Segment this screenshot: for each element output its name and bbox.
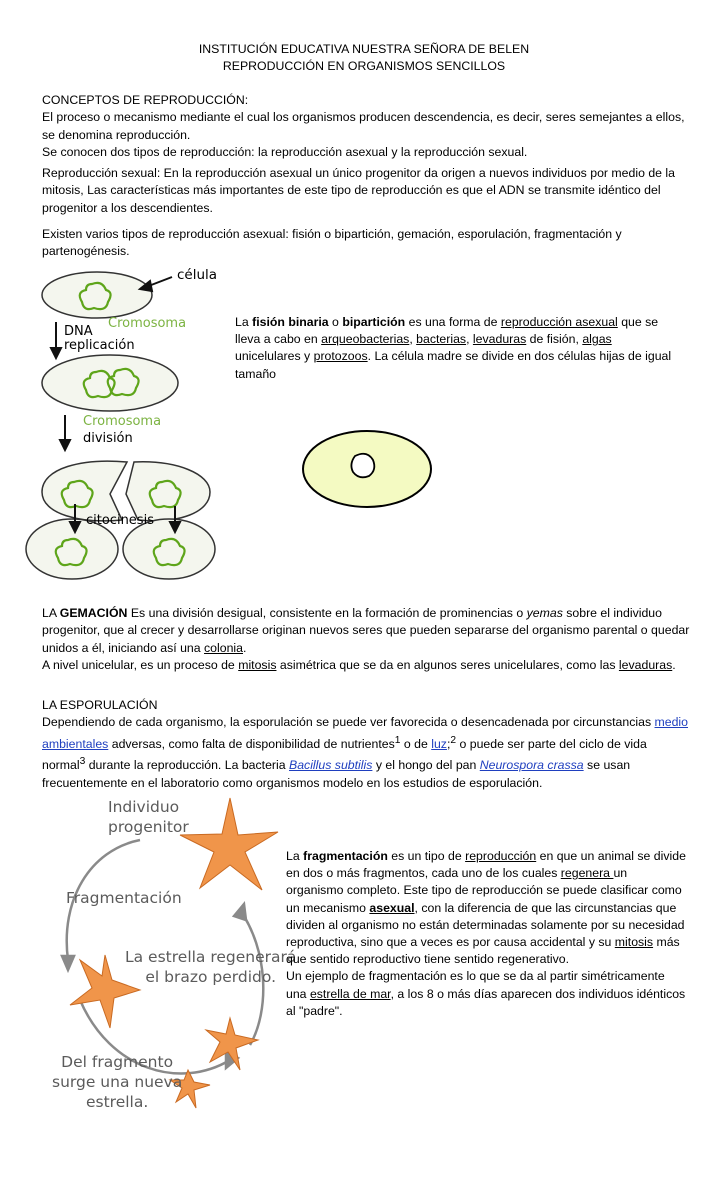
biparticion-term: bipartición xyxy=(342,315,406,329)
bacillus-link[interactable]: Bacillus subtilis xyxy=(289,758,373,773)
new-label-line2: surge una nueva xyxy=(52,1073,183,1091)
yemas-term: yemas xyxy=(526,606,563,620)
daughter-cell-right xyxy=(123,519,215,579)
parent-starfish xyxy=(180,798,278,890)
new-label-line3: estrella. xyxy=(85,1093,149,1111)
fragmentation-label: Fragmentación xyxy=(66,889,182,907)
parent-label xyxy=(108,797,189,837)
algae-link[interactable]: algas xyxy=(582,332,612,347)
dividing-cell-right xyxy=(126,462,210,521)
concepts-definition: El proceso o mecanismo mediante el cual los organismos producen descendencia, es decir, seres semejantes a ellos, se denomina reproducción. xyxy=(42,110,685,142)
regenerate-label xyxy=(125,947,296,987)
parent-cell xyxy=(42,272,152,318)
yeast-link[interactable]: levaduras xyxy=(472,332,527,347)
reproduction-link[interactable]: reproducción xyxy=(465,849,537,863)
dna-replication-label xyxy=(64,325,135,353)
sporulation-section xyxy=(42,697,692,792)
parent-label-line2: progenitor xyxy=(108,818,189,836)
parent-label-line1: Individuo xyxy=(108,798,180,816)
bacteria-link[interactable]: bacterias xyxy=(416,332,467,347)
dna-label: DNA xyxy=(64,324,93,339)
concepts-section xyxy=(42,92,692,162)
replicated-cell xyxy=(42,355,178,411)
page-title: REPRODUCCIÓN EN ORGANISMOS SENCILLOS xyxy=(222,59,506,73)
archaea-link[interactable]: arqueobacterias xyxy=(321,332,410,347)
mitosis-link-2[interactable]: mitosis xyxy=(614,935,654,950)
chromosome-label-2: Cromosoma xyxy=(83,414,162,429)
single-cell-illustration xyxy=(300,428,440,512)
chromosome-label: Cromosoma xyxy=(108,316,187,331)
asexual-reproduction-link[interactable]: reproducción asexual xyxy=(500,315,618,329)
yeast-link-2[interactable]: levaduras xyxy=(618,658,673,673)
regenerate-line2: el brazo perdido. xyxy=(145,968,277,986)
footnote-2[interactable]: 2 xyxy=(450,734,457,746)
division-label: división xyxy=(83,431,133,446)
light-link[interactable]: luz xyxy=(431,736,447,751)
regenerate-link[interactable]: regenera xyxy=(560,866,614,881)
neurospora-link[interactable]: Neurospora crassa xyxy=(479,758,584,773)
fragmentation-paragraph: La fragmentación es un tipo de reproducción en que un animal se divide en dos o más fragmentos, cada uno de los cuales regenera un organismo completo. Este tipo de reproducción se puede clasificar como un mecanismo asexual, con la diferencia de que las circunstancias que dividen al organismo no están determinadas solamente por su necesidad reproductiva, sino que a veces es por causa accidental y su mitosis más que sentido reproductivo tiene sentido regenerativo. Un ejemplo de fragmentación es lo que se da al partir simétricamente una estrella de mar, a los 8 o más días aparecen dos individuos idénticos al "padre". xyxy=(286,849,686,1018)
fission-binaria-term: fisión binaria xyxy=(252,315,329,329)
concepts-types: Se conocen dos tipos de reproducción: la reproducción asexual y la reproducción sexual. xyxy=(42,145,528,160)
fission-paragraph: La fisión binaria o bipartición es una forma de reproducción asexual que se lleva a cabo en arqueobacterias, bacterias, levaduras de fisión, algas unicelulares y protozoos. La célula madre se divide en dos células hijas de igual tamaño xyxy=(235,315,672,381)
budding-paragraph: LA GEMACIÓN Es una división desigual, consistente en la formación de prominencias o yemas sobre el individuo progenitor, que al crecer y desarrollarse originan nuevos seres que pueden separarse del organismo parental o quedar unidos a él, iniciando así una colonia. A nivel unicelular, es un proceso de mitosis asimétrica que se da en algunos seres unicelulares, como las levaduras. xyxy=(42,606,690,673)
cell-label: célula xyxy=(177,267,218,283)
new-label-line1: Del fragmento xyxy=(61,1053,174,1071)
environment-link[interactable]: medio ambientales xyxy=(42,715,689,751)
school-title: INSTITUCIÓN EDUCATIVA NUESTRA SEÑORA DE BELEN xyxy=(198,42,530,56)
asexual-link[interactable]: asexual xyxy=(369,900,415,915)
concepts-heading: CONCEPTOS DE REPRODUCCIÓN: xyxy=(42,93,249,107)
new-starfish-label xyxy=(52,1052,182,1112)
replication-label: replicación xyxy=(64,338,135,353)
asexual-types-paragraph: Existen varios tipos de reproducción asexual: fisión o bipartición, gemación, esporulación, fragmentación y partenogénesis. xyxy=(42,227,622,259)
starfish-link[interactable]: estrella de mar xyxy=(309,986,391,1001)
dividing-cell-left xyxy=(42,461,127,521)
cytokinesis-label: citocinesis xyxy=(86,513,154,528)
regenerate-line1: La estrella regenerará xyxy=(125,948,297,966)
footnote-1[interactable]: 1 xyxy=(394,734,401,746)
colony-link[interactable]: colonia xyxy=(204,640,243,655)
protozoa-link[interactable]: protozoos xyxy=(313,349,368,364)
footnote-3[interactable]: 3 xyxy=(79,756,86,768)
mitosis-link[interactable]: mitosis xyxy=(238,658,277,673)
gemacion-term: GEMACIÓN xyxy=(59,606,128,620)
sporulation-paragraph: Dependiendo de cada organismo, la esporulación se puede ver favorecida o desencadenada por circunstancias medio ambientales adversas, como falta de disponibilidad de nutrientes$^1$ o de luz;$^2$ o puede ser parte del ciclo de vida normal$^3$ durante la reproducción. La bacteria Bacillus subtilis y el hongo del pan Neurospora crassa se usan frecuentemente en el laboratorio como organismos modelo en los estudios de esporulación. xyxy=(42,715,689,790)
sporulation-heading: LA ESPORULACIÓN xyxy=(42,698,158,712)
fragmentacion-term: fragmentación xyxy=(303,849,388,863)
sexual-reproduction-paragraph: Reproducción sexual: En la reproducción asexual un único progenitor da origen a nuevos individuos por medio de la mitosis, Las características más importantes de este tipo de reproducción es que el ADN se transmite idéntico del progenitor a los descendientes. xyxy=(42,166,676,215)
